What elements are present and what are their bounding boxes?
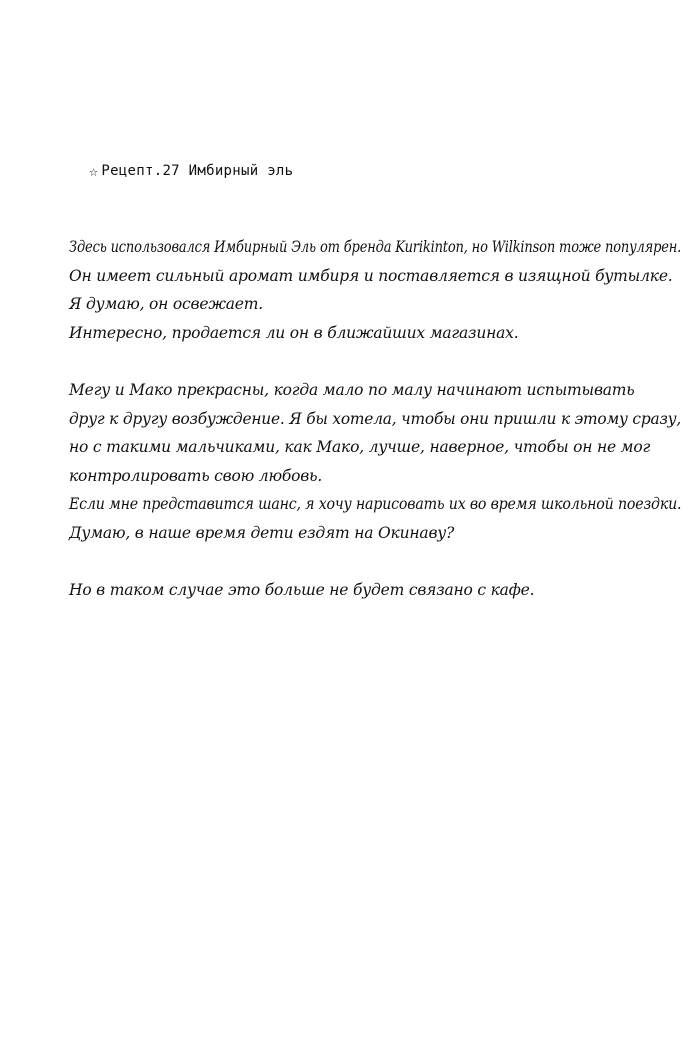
text-line: Здесь использовался Имбирный Эль от бренда Kurikinton, но Wilkinson тоже популярен. xyxy=(69,238,682,256)
text-line: Но в таком случае это больше не будет связано с кафе. xyxy=(69,581,535,600)
recipe-heading xyxy=(89,163,293,179)
paragraph-closing xyxy=(69,576,679,605)
paragraph-ginger-ale xyxy=(69,233,682,347)
star-outline-icon: ☆ xyxy=(89,161,99,180)
recipe-title: Рецепт.27 Имбирный эль xyxy=(101,163,294,179)
text-line: Мегу и Мако прекрасны, когда мало по малу начинают испытывать xyxy=(69,380,635,399)
text-line: Интересно, продается ли он в ближайших магазинах. xyxy=(69,323,519,342)
text-line: друг к другу возбуждение. Я бы хотела, чтобы они пришли к этому сразу, xyxy=(69,409,682,428)
author-note xyxy=(69,233,682,605)
text-line: Думаю, в наше время дети ездят на Окинаву? xyxy=(69,523,455,542)
paragraph-characters xyxy=(69,376,682,548)
text-line: Если мне представится шанс, я хочу нарисовать их во время школьной поездки. xyxy=(69,495,682,514)
text-line: контролировать свою любовь. xyxy=(69,466,323,485)
text-line: Я думаю, он освежает. xyxy=(69,295,263,314)
text-line: Он имеет сильный аромат имбиря и поставляется в изящной бутылке. xyxy=(69,266,673,285)
text-line: но с такими мальчиками, как Мако, лучше, наверное, чтобы он не мог xyxy=(69,438,651,457)
